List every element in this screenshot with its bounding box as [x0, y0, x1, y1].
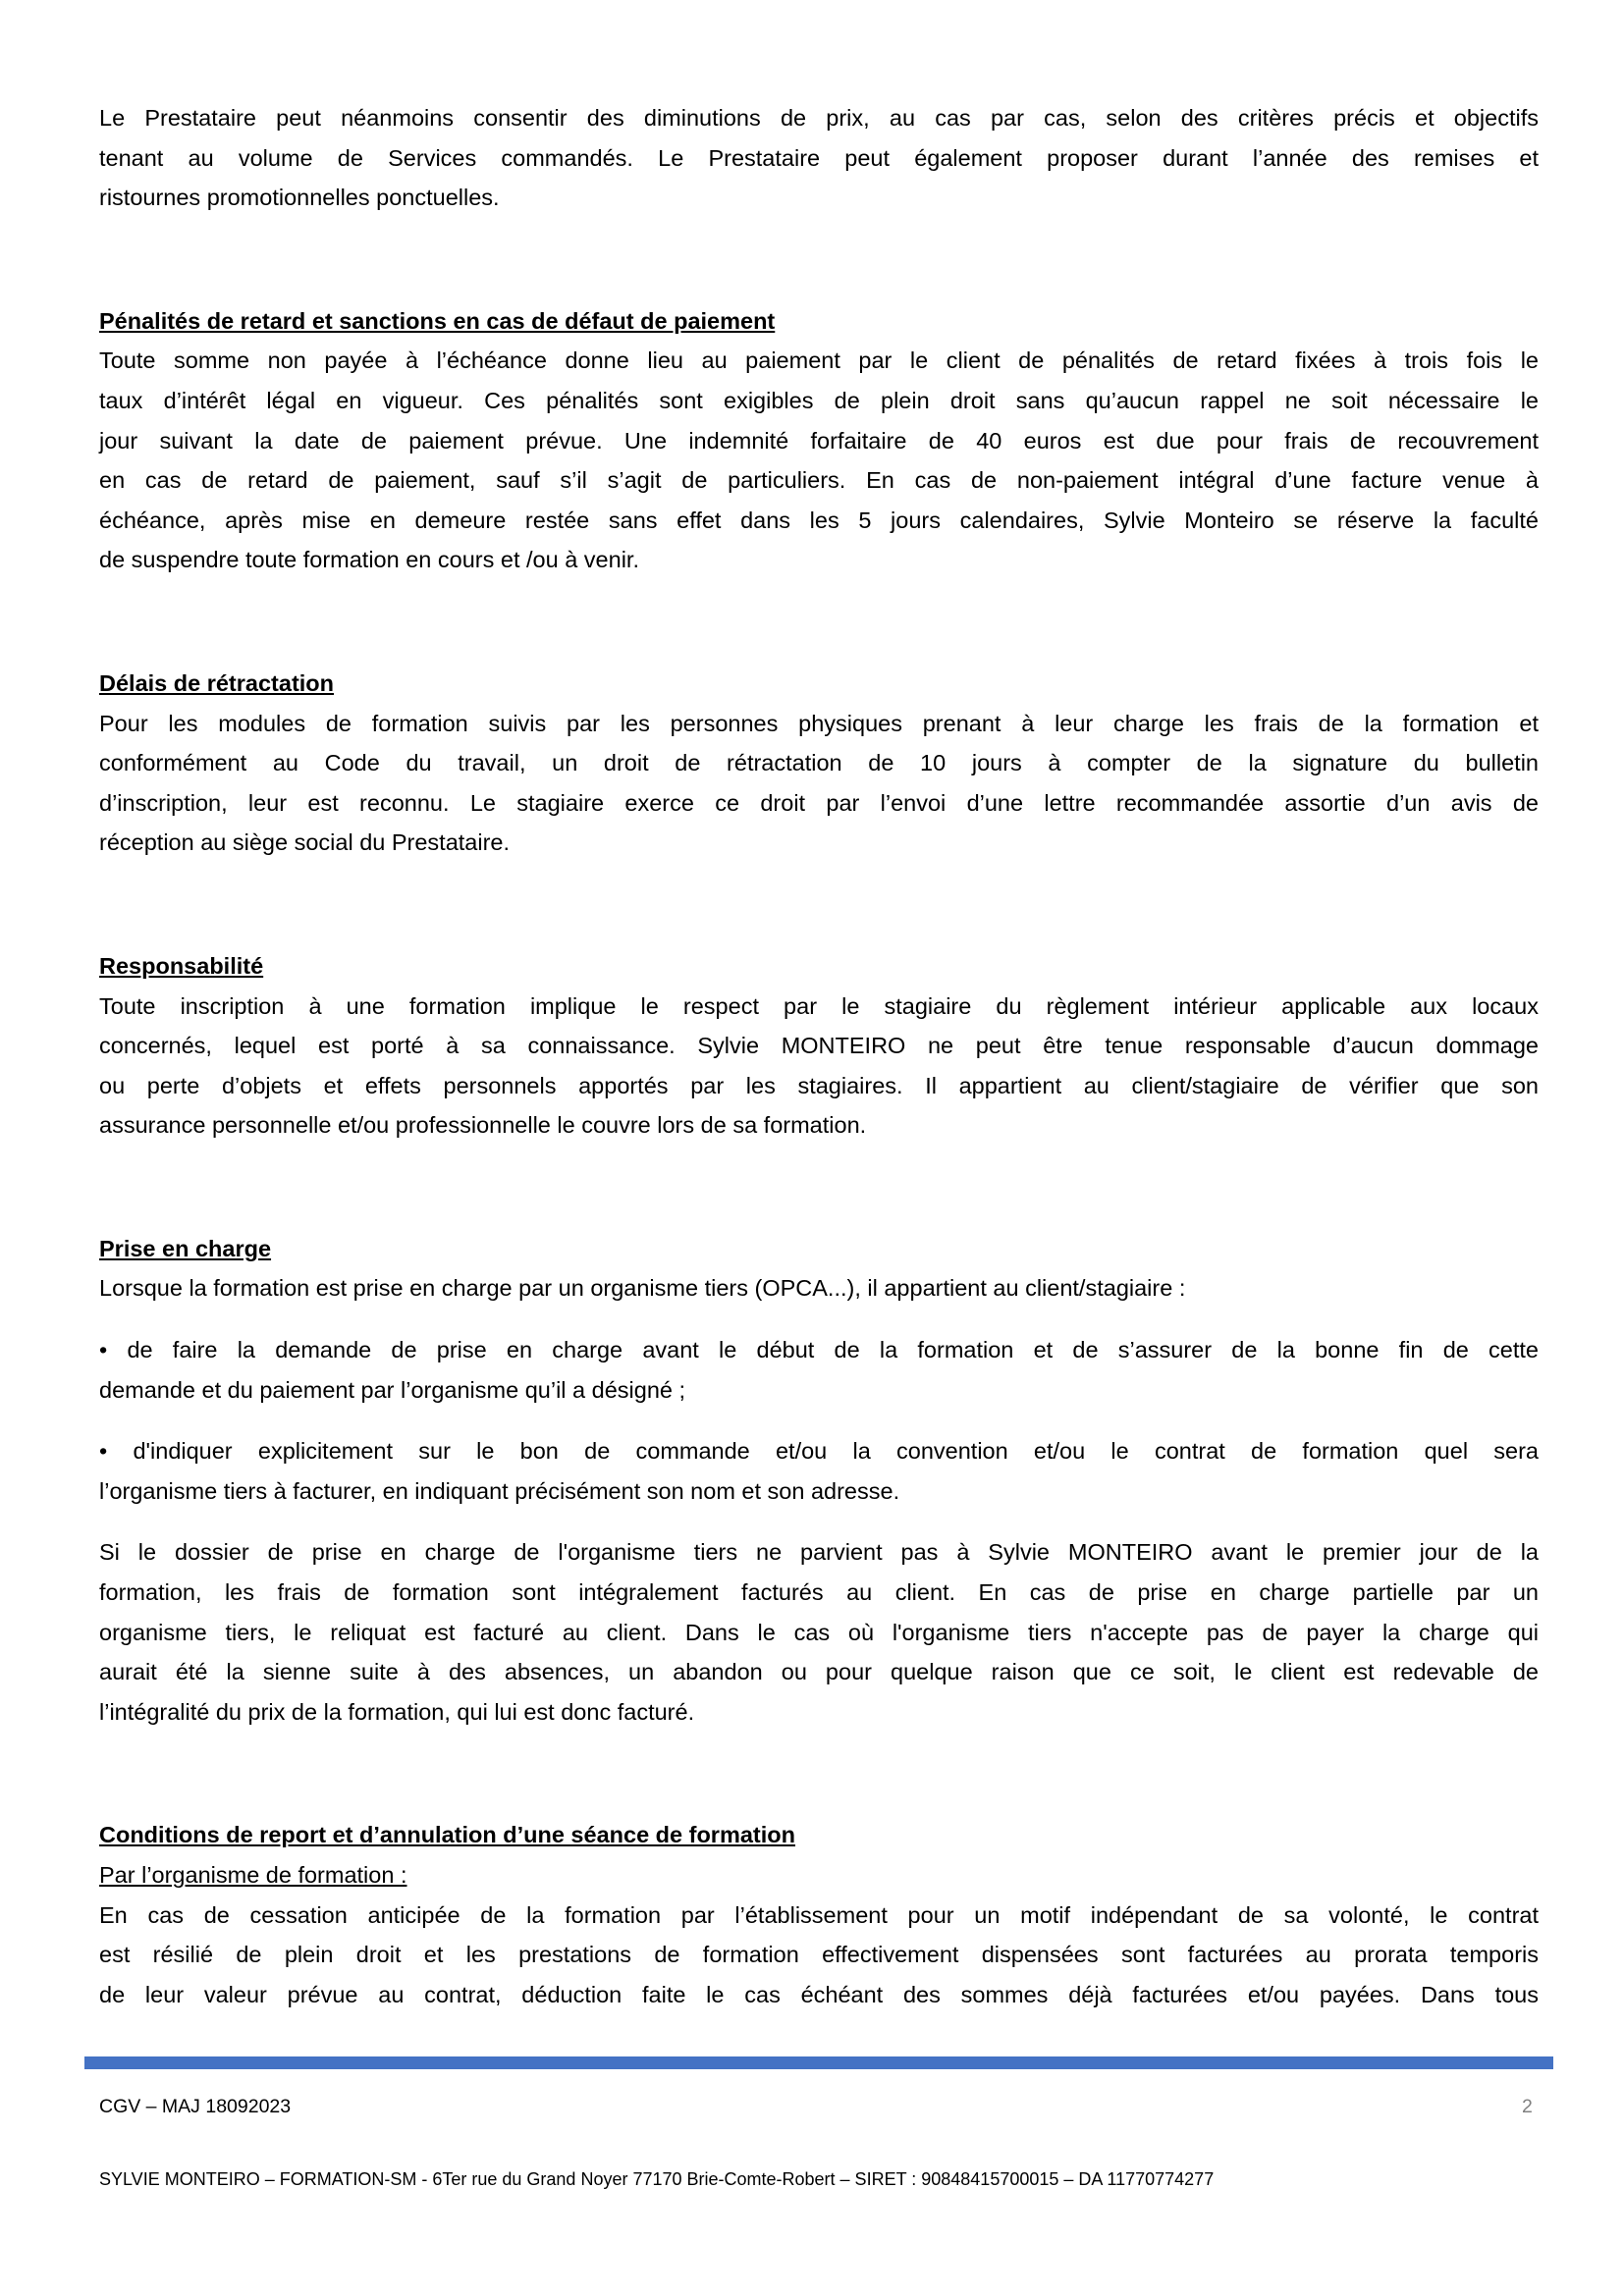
- section-heading: Pénalités de retard et sanctions en cas de défaut de paiement: [99, 307, 776, 334]
- paragraph: [99, 987, 1539, 1146]
- text-line: aurait été la sienne suite à des absences, un abandon ou pour quelque raison que ce soit, le client est redevable de: [99, 1659, 1539, 1685]
- section: [99, 1815, 1539, 2014]
- text-line: d’inscription, leur est reconnu. Le stagiaire exerce ce droit par l’envoi d’une lettre recommandée assortie d’un avis de: [99, 789, 1539, 816]
- text-line: Lorsque la formation est prise en charge par un organisme tiers (OPCA...), il appartient au client/stagiaire :: [99, 1275, 1186, 1302]
- text-line: l’organisme tiers à facturer, en indiquant précisément son nom et son adresse.: [99, 1477, 900, 1504]
- paragraph: [99, 341, 1539, 580]
- text-line: assurance personnelle et/ou professionnelle le couvre lors de sa formation.: [99, 1112, 867, 1139]
- footer-version: CGV – MAJ 18092023: [99, 2096, 292, 2117]
- text-line: échéance, après mise en demeure restée sans effet dans les 5 jours calendaires, Sylvie Monteiro se réserve la faculté: [99, 507, 1539, 533]
- text-line: formation, les frais de formation sont intégralement facturés au client. En cas de prise en charge partielle par un: [99, 1579, 1539, 1606]
- text-line: concernés, lequel est porté à sa connaissance. Sylvie MONTEIRO ne peut être tenue responsable d’aucun dommage: [99, 1033, 1539, 1059]
- section-heading: Prise en charge: [99, 1235, 272, 1261]
- footer-divider-bar: [84, 2056, 1553, 2069]
- text-line: • d'indiquer explicitement sur le bon de commande et/ou la convention et/ou le contrat de formation quel sera: [99, 1438, 1539, 1465]
- text-line: l’intégralité du prix de la formation, qui lui est donc facturé.: [99, 1698, 695, 1725]
- text-line: de suspendre toute formation en cours et /ou à venir.: [99, 547, 639, 573]
- text-line: réception au siège social du Prestataire.: [99, 829, 511, 856]
- paragraph: [99, 1431, 1539, 1511]
- section-heading: Responsabilité: [99, 952, 264, 979]
- paragraph: [99, 1896, 1539, 2015]
- text-line: est résilié de plein droit et les prestations de formation effectivement dispensées sont facturées au prorata temporis: [99, 1942, 1539, 1968]
- text-line: taux d’intérêt légal en vigueur. Ces pénalités sont exigibles de plein droit sans qu’aucun rappel ne soit nécessaire le: [99, 387, 1539, 413]
- paragraph: [99, 704, 1539, 863]
- text-line: conformément au Code du travail, un droit de rétractation de 10 jours à compter de la signature du bulletin: [99, 750, 1539, 776]
- text-line: Toute somme non payée à l’échéance donne lieu au paiement par le client de pénalités de retard fixées à trois fois le: [99, 347, 1539, 374]
- paragraph: [99, 1532, 1539, 1732]
- paragraph: [99, 1330, 1539, 1410]
- text-line: Pour les modules de formation suivis par les personnes physiques prenant à leur charge les frais de la formation et: [99, 710, 1539, 736]
- text-line: ristournes promotionnelles ponctuelles.: [99, 185, 500, 211]
- text-line: Si le dossier de prise en charge de l'organisme tiers ne parvient pas à Sylvie MONTEIRO avant le premier jour de la: [99, 1539, 1539, 1566]
- intro-paragraph: [99, 98, 1539, 218]
- section: [99, 1229, 1539, 1733]
- text-line: Toute inscription à une formation implique le respect par le stagiaire du règlement intérieur applicable aux locaux: [99, 992, 1539, 1019]
- text-line: jour suivant la date de paiement prévue. Une indemnité forfaitaire de 40 euros est due pour frais de recouvrement: [99, 427, 1539, 454]
- text-line: organisme tiers, le reliquat est facturé au client. Dans le cas où l'organisme tiers n'accepte pas de payer la charge qui: [99, 1619, 1539, 1645]
- section: [99, 946, 1539, 1146]
- text-line: demande et du paiement par l’organisme qu’il a désigné ;: [99, 1376, 686, 1403]
- document-body: [99, 98, 1539, 2014]
- page-number: 2: [1522, 2096, 1533, 2117]
- text-line: • de faire la demande de prise en charge avant le début de la formation et de s’assurer de la bonne fin de cette: [99, 1337, 1539, 1363]
- text-line: Le Prestataire peut néanmoins consentir des diminutions de prix, au cas par cas, selon des critères précis et objectifs: [99, 105, 1539, 131]
- footer-address: SYLVIE MONTEIRO – FORMATION-SM - 6Ter rue du Grand Noyer 77170 Brie-Comte-Robert – SIRET : 90848415700015 – DA 11770774277: [99, 2169, 1215, 2189]
- text-line: tenant au volume de Services commandés. Le Prestataire peut également proposer durant l’année des remises et: [99, 144, 1539, 171]
- text-line: En cas de cessation anticipée de la formation par l’établissement pour un motif indépendant de sa volonté, le contrat: [99, 1901, 1539, 1928]
- section: [99, 664, 1539, 863]
- section-subheading: Par l’organisme de formation :: [99, 1862, 407, 1888]
- section-heading: Délais de rétractation: [99, 669, 335, 696]
- section: [99, 301, 1539, 580]
- paragraph: [99, 1268, 1539, 1308]
- section-heading: Conditions de report et d’annulation d’une séance de formation: [99, 1822, 795, 1848]
- text-line: ou perte d’objets et effets personnels apportés par les stagiaires. Il appartient au client/stagiaire de vérifier que son: [99, 1072, 1539, 1098]
- text-line: de leur valeur prévue au contrat, déduction faite le cas échéant des sommes déjà facturées et/ou payées. Dans tous: [99, 1981, 1539, 2007]
- text-line: en cas de retard de paiement, sauf s’il s’agit de particuliers. En cas de non-paiement intégral d’une facture venue à: [99, 467, 1539, 494]
